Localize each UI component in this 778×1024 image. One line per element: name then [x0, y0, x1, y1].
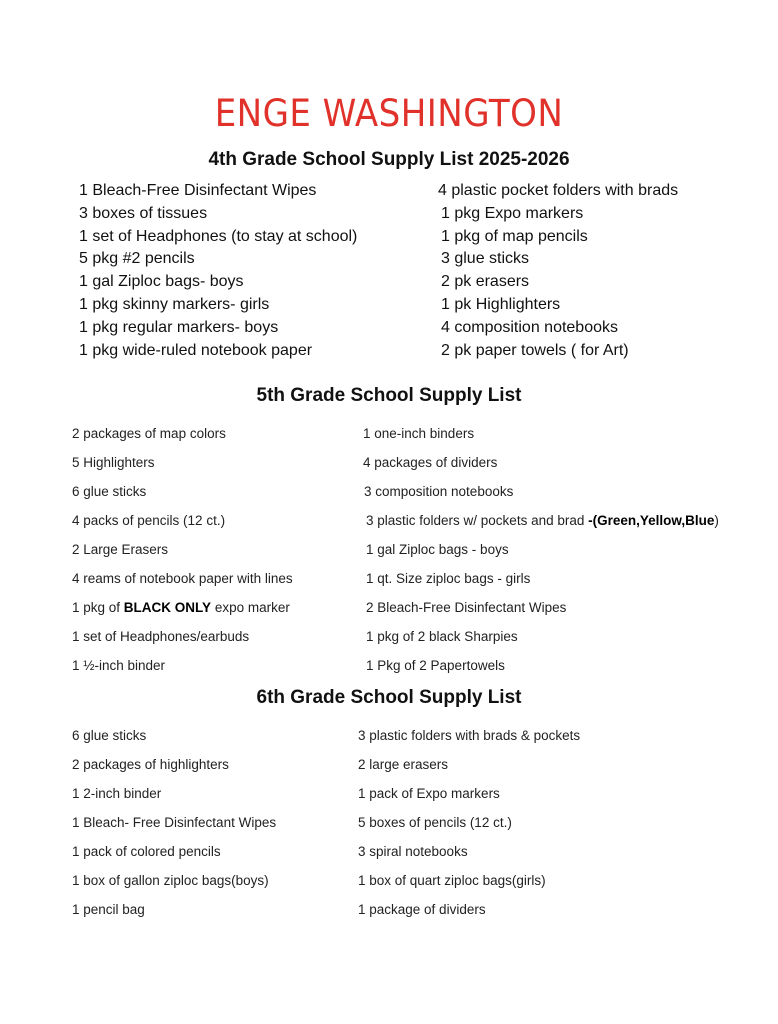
- list-item: 2 pk paper towels ( for Art): [441, 341, 629, 359]
- list-item: 1 pencil bag: [72, 902, 145, 917]
- grade4-left-list: [79, 180, 357, 362]
- grade5-left-list: [72, 419, 293, 680]
- grade5-title: 5th Grade School Supply List: [256, 385, 522, 406]
- list-item: 1 pack of colored pencils: [72, 844, 221, 859]
- list-item: 4 packs of pencils (12 ct.): [72, 513, 226, 528]
- list-item: 1 package of dividers: [358, 902, 486, 917]
- grade4-title: 4th Grade School Supply List 2025-2026: [208, 149, 570, 170]
- list-item: 2 packages of highlighters: [72, 757, 229, 772]
- list-item: 3 composition notebooks: [364, 484, 514, 499]
- list-item: 3 plastic folders with brads & pockets: [358, 728, 581, 743]
- list-item: 1 pkg Expo markers: [441, 204, 584, 222]
- list-item: 1 one-inch binders: [363, 426, 475, 441]
- list-item: 2 large erasers: [358, 757, 449, 772]
- list-item: 1 pkg wide-ruled notebook paper: [79, 341, 313, 359]
- list-item: 1 set of Headphones/earbuds: [72, 629, 250, 644]
- list-item: 3 boxes of tissues: [79, 204, 208, 222]
- list-item: 1 Bleach-Free Disinfectant Wipes: [79, 182, 317, 199]
- list-item: 5 Highlighters: [72, 455, 155, 470]
- item-text: expo marker: [211, 600, 290, 615]
- item-text: ): [714, 513, 719, 528]
- list-item: [72, 593, 293, 622]
- list-item: 1 qt. Size ziploc bags - girls: [366, 571, 531, 586]
- emphasis-text: -(Green,Yellow,Blue: [588, 513, 715, 528]
- list-item: 2 pk erasers: [441, 273, 530, 291]
- grade6-left-list: [72, 721, 276, 924]
- item-text: 3 plastic folders w/ pockets and brad: [366, 513, 589, 528]
- list-item: 2 Bleach-Free Disinfectant Wipes: [366, 600, 567, 615]
- list-item: 5 pkg #2 pencils: [79, 250, 195, 268]
- list-item: 1 pkg of map pencils: [441, 227, 588, 245]
- list-item: 6 glue sticks: [72, 728, 147, 743]
- list-item: 1 box of gallon ziploc bags(boys): [72, 873, 269, 888]
- list-item: 1 gal Ziploc bags - boys: [366, 542, 509, 557]
- emphasis-text: BLACK ONLY: [123, 600, 212, 615]
- list-item: 1 pkg of 2 black Sharpies: [366, 629, 518, 644]
- list-item: 1 pkg skinny markers- girls: [79, 295, 270, 313]
- grade6-title: 6th Grade School Supply List: [256, 687, 522, 708]
- list-item: 3 glue sticks: [441, 250, 530, 268]
- list-item: [363, 506, 719, 535]
- list-item: 1 ½-inch binder: [72, 658, 166, 673]
- list-item: 6 glue sticks: [72, 484, 147, 499]
- list-item: 1 Bleach- Free Disinfectant Wipes: [72, 815, 277, 830]
- list-item: 4 plastic pocket folders with brads: [438, 182, 679, 199]
- list-item: 3 spiral notebooks: [358, 844, 468, 859]
- list-item: 1 box of quart ziploc bags(girls): [358, 873, 546, 888]
- list-item: 1 gal Ziploc bags- boys: [79, 273, 244, 291]
- list-item: 2 Large Erasers: [72, 542, 169, 557]
- item-text: 1 pkg of: [72, 600, 124, 615]
- list-item: 4 composition notebooks: [441, 318, 618, 336]
- list-item: 2 packages of map colors: [72, 426, 226, 441]
- list-item: 1 pack of Expo markers: [358, 786, 500, 801]
- list-item: 1 pk Highlighters: [441, 295, 561, 313]
- grade4-right-list: [438, 180, 678, 362]
- list-item: 5 boxes of pencils (12 ct.): [358, 815, 512, 830]
- list-item: 4 reams of notebook paper with lines: [72, 571, 293, 586]
- grade5-right-list: [363, 419, 719, 680]
- school-name-heading: ENGE WASHINGTON: [214, 92, 564, 135]
- list-item: 1 pkg regular markers- boys: [79, 318, 279, 336]
- list-item: 1 set of Headphones (to stay at school): [79, 227, 358, 245]
- list-item: 4 packages of dividers: [363, 455, 498, 470]
- list-item: 1 Pkg of 2 Papertowels: [366, 658, 505, 673]
- list-item: 1 2-inch binder: [72, 786, 162, 801]
- grade6-right-list: [358, 721, 580, 924]
